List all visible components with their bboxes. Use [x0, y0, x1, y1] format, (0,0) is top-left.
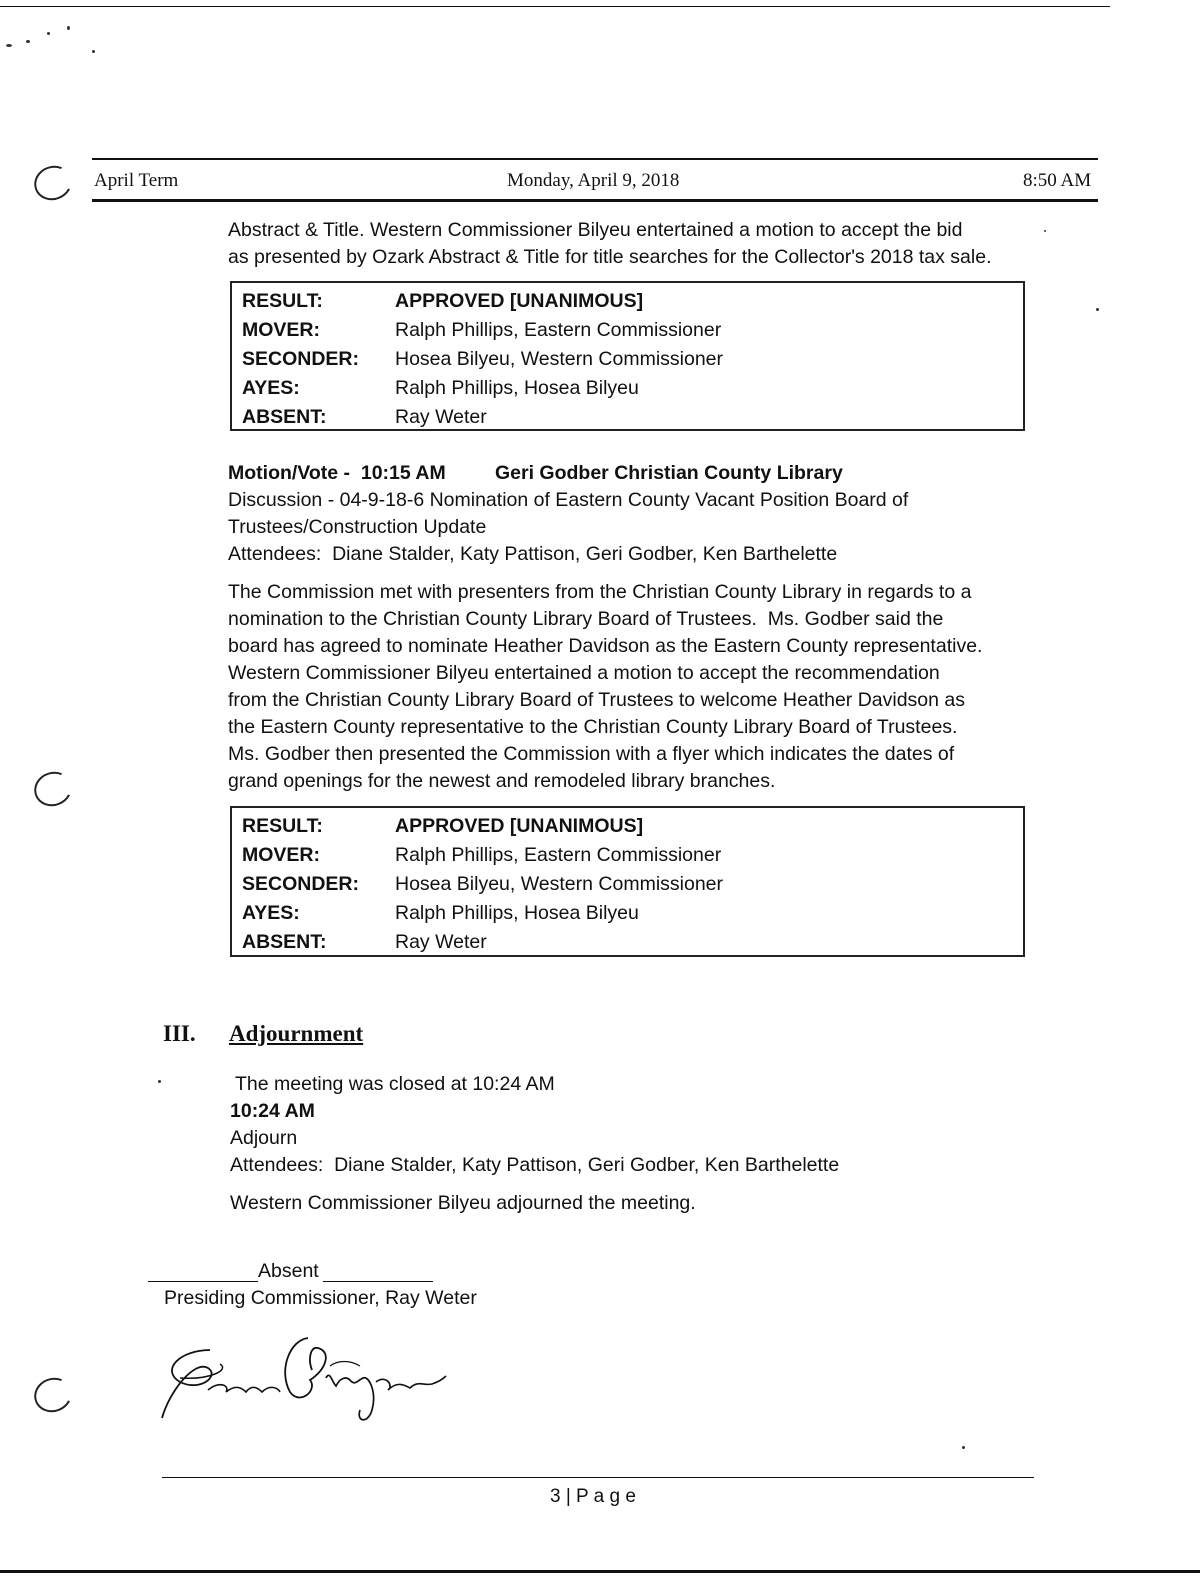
scan-speck — [158, 1080, 161, 1083]
vote-label: MOVER: — [242, 844, 320, 866]
adjournment-action: Adjourn — [230, 1127, 298, 1149]
vote-row — [242, 345, 1013, 374]
header-time: 8:50 AM — [1023, 170, 1092, 191]
vote-label: ABSENT: — [242, 931, 327, 953]
vote-label: SECONDER: — [242, 873, 360, 895]
bottom-scan-edge — [0, 1570, 1200, 1573]
intro-paragraph — [228, 217, 1068, 271]
adjournment-details — [230, 1071, 1030, 1217]
text-line: nomination to the Christian County Library Board of Trustees. Ms. Godber said the — [228, 608, 944, 630]
header-bottom-rule — [92, 199, 1098, 202]
vote-value: Hosea Bilyeu, Western Commissioner — [395, 873, 724, 895]
vote-label: RESULT: — [242, 290, 323, 312]
text-line: the Eastern County representative to the Christian County Library Board of Trustees. — [228, 716, 958, 738]
scan-speck — [47, 32, 50, 35]
motion-heading-time: Motion/Vote - 10:15 AM — [228, 462, 446, 484]
adjournment-closing: Western Commissioner Bilyeu adjourned the meeting. — [230, 1192, 696, 1214]
vote-row — [242, 870, 1013, 899]
vote-row — [242, 812, 1013, 841]
vote-row — [242, 899, 1013, 928]
text-line: as presented by Ozark Abstract & Title for title searches for the Collector's 2018 tax sale. — [228, 246, 992, 268]
top-scan-edge — [0, 6, 1110, 7]
motion-discussion — [228, 487, 1068, 568]
vote-value: Ralph Phillips, Eastern Commissioner — [395, 844, 722, 866]
vote-value: Ray Weter — [395, 406, 487, 428]
binder-hole — [29, 161, 76, 206]
vote-row — [242, 403, 1013, 432]
scan-speck — [1096, 308, 1099, 311]
signature-line-left — [148, 1281, 258, 1282]
vote-label: AYES: — [242, 377, 300, 399]
text-line: Western Commissioner Bilyeu entertained a motion to accept the recommendation — [228, 662, 940, 684]
motion-attendees: Attendees: Diane Stalder, Katy Pattison, Geri Godber, Ken Barthelette — [228, 543, 838, 565]
text-line: Discussion - 04-9-18-6 Nomination of Eastern County Vacant Position Board of — [228, 489, 909, 511]
vote-value: Ralph Phillips, Hosea Bilyeu — [395, 902, 639, 924]
text-line: Abstract & Title. Western Commissioner Bilyeu entertained a motion to accept the bid — [228, 219, 963, 241]
vote-row — [242, 316, 1013, 345]
scan-speck — [6, 44, 12, 47]
text-line: Trustees/Construction Update — [228, 516, 487, 538]
vote-result-table — [230, 281, 1025, 431]
vote-value: Ralph Phillips, Hosea Bilyeu — [395, 377, 639, 399]
footer-rule — [162, 1477, 1034, 1478]
motion-heading-title: Geri Godber Christian County Library — [495, 462, 843, 484]
scan-speck — [92, 50, 95, 53]
binder-hole — [29, 767, 76, 812]
scan-speck — [67, 26, 70, 30]
vote-value: APPROVED [UNANIMOUS] — [395, 815, 644, 837]
text-line: The Commission met with presenters from the Christian County Library in regards to a — [228, 581, 972, 603]
vote-label: ABSENT: — [242, 406, 327, 428]
page-number: 3 | P a g e — [550, 1486, 636, 1507]
vote-value: APPROVED [UNANIMOUS] — [395, 290, 644, 312]
text-line: from the Christian County Library Board of Trustees to welcome Heather Davidson as — [228, 689, 966, 711]
vote-value: Hosea Bilyeu, Western Commissioner — [395, 348, 724, 370]
vote-label: AYES: — [242, 902, 300, 924]
section-number: III. — [163, 1021, 196, 1046]
scan-speck — [26, 40, 30, 43]
absent-text: Absent — [258, 1260, 319, 1282]
text-line: Ms. Godber then presented the Commission with a flyer which indicates the dates of — [228, 743, 955, 765]
scan-speck — [962, 1446, 965, 1449]
commission-paragraph — [228, 579, 1088, 795]
vote-label: MOVER: — [242, 319, 320, 341]
vote-value: Ralph Phillips, Eastern Commissioner — [395, 319, 722, 341]
adjournment-attendees: Attendees: Diane Stalder, Katy Pattison, Geri Godber, Ken Barthelette — [230, 1154, 840, 1176]
vote-row — [242, 841, 1013, 870]
vote-row — [242, 928, 1013, 957]
header-term: April Term — [94, 170, 179, 191]
text-line: grand openings for the newest and remodeled library branches. — [228, 770, 776, 792]
presiding-commissioner: Presiding Commissioner, Ray Weter — [164, 1287, 477, 1309]
vote-label: RESULT: — [242, 815, 323, 837]
vote-label: SECONDER: — [242, 348, 360, 370]
text-line: board has agreed to nominate Heather Davidson as the Eastern County representative. — [228, 635, 983, 657]
vote-row — [242, 287, 1013, 316]
adjournment-time: 10:24 AM — [230, 1100, 315, 1122]
handwritten-signature — [150, 1330, 450, 1430]
section-title: Adjournment — [229, 1021, 364, 1046]
header-date: Monday, April 9, 2018 — [507, 170, 680, 191]
header-top-rule — [92, 158, 1098, 160]
vote-row — [242, 374, 1013, 403]
vote-result-table — [230, 806, 1025, 957]
signature-line-right — [323, 1281, 433, 1282]
vote-value: Ray Weter — [395, 931, 487, 953]
binder-hole — [29, 1373, 76, 1418]
adjournment-closed: The meeting was closed at 10:24 AM — [235, 1073, 555, 1095]
